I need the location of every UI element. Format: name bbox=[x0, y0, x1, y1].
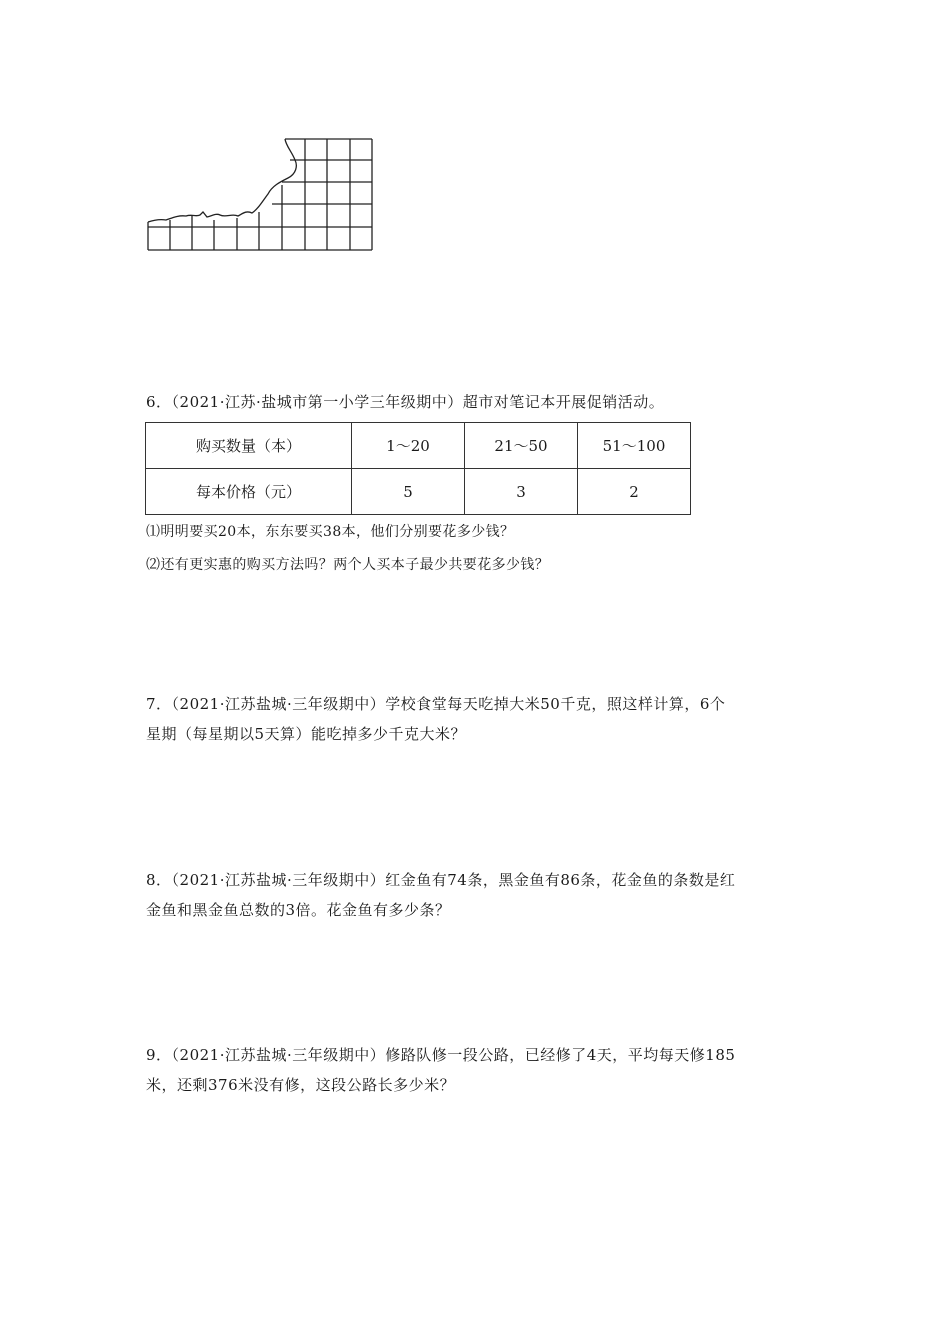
table-cell: 1～20 bbox=[352, 423, 465, 469]
question-9 bbox=[146, 1040, 806, 1100]
question-text: （2021·江苏盐城·三年级期中）红金鱼有74条，黑金鱼有86条，花金鱼的条数是红 bbox=[171, 871, 736, 889]
question-line bbox=[146, 865, 806, 895]
question-6 bbox=[146, 387, 806, 417]
question-number: 8． bbox=[146, 871, 172, 889]
table-cell: 购买数量（本） bbox=[146, 423, 352, 469]
question-text: （2021·江苏盐城·三年级期中）修路队修一段公路，已经修了4天，平均每天修185 bbox=[171, 1046, 736, 1064]
table-cell: 每本价格（元） bbox=[146, 469, 352, 515]
table-cell: 21～50 bbox=[465, 423, 578, 469]
question-7 bbox=[146, 689, 806, 749]
question-line: 星期（每星期以5天算）能吃掉多少千克大米？ bbox=[146, 725, 467, 743]
question-number: 6． bbox=[146, 393, 172, 411]
table-row bbox=[146, 423, 691, 469]
question-line: 金鱼和黑金鱼总数的3倍。花金鱼有多少条？ bbox=[146, 901, 451, 919]
sub-question-2: ⑵还有更实惠的购买方法吗？两个人买本子最少共要花多少钱？ bbox=[146, 557, 550, 573]
table-cell: 2 bbox=[578, 469, 691, 515]
sub-question-1: ⑴明明要买20本，东东要买38本，他们分别要花多少钱？ bbox=[146, 524, 515, 540]
question-number: 9． bbox=[146, 1046, 172, 1064]
question-8 bbox=[146, 865, 806, 925]
question-line bbox=[146, 1040, 806, 1070]
question-text: （2021·江苏·盐城市第一小学三年级期中）超市对笔记本开展促销活动。 bbox=[171, 393, 665, 411]
price-table bbox=[145, 422, 691, 515]
question-line: 米，还剩376米没有修，这段公路长多少米？ bbox=[146, 1076, 456, 1094]
table-cell: 51～100 bbox=[578, 423, 691, 469]
table-cell: 3 bbox=[465, 469, 578, 515]
question-number: 7． bbox=[146, 695, 172, 713]
table-cell: 5 bbox=[352, 469, 465, 515]
grid-figure bbox=[140, 130, 380, 260]
question-text: （2021·江苏盐城·三年级期中）学校食堂每天吃掉大米50千克，照这样计算，6个 bbox=[171, 695, 726, 713]
table-row bbox=[146, 469, 691, 515]
question-line bbox=[146, 689, 806, 719]
